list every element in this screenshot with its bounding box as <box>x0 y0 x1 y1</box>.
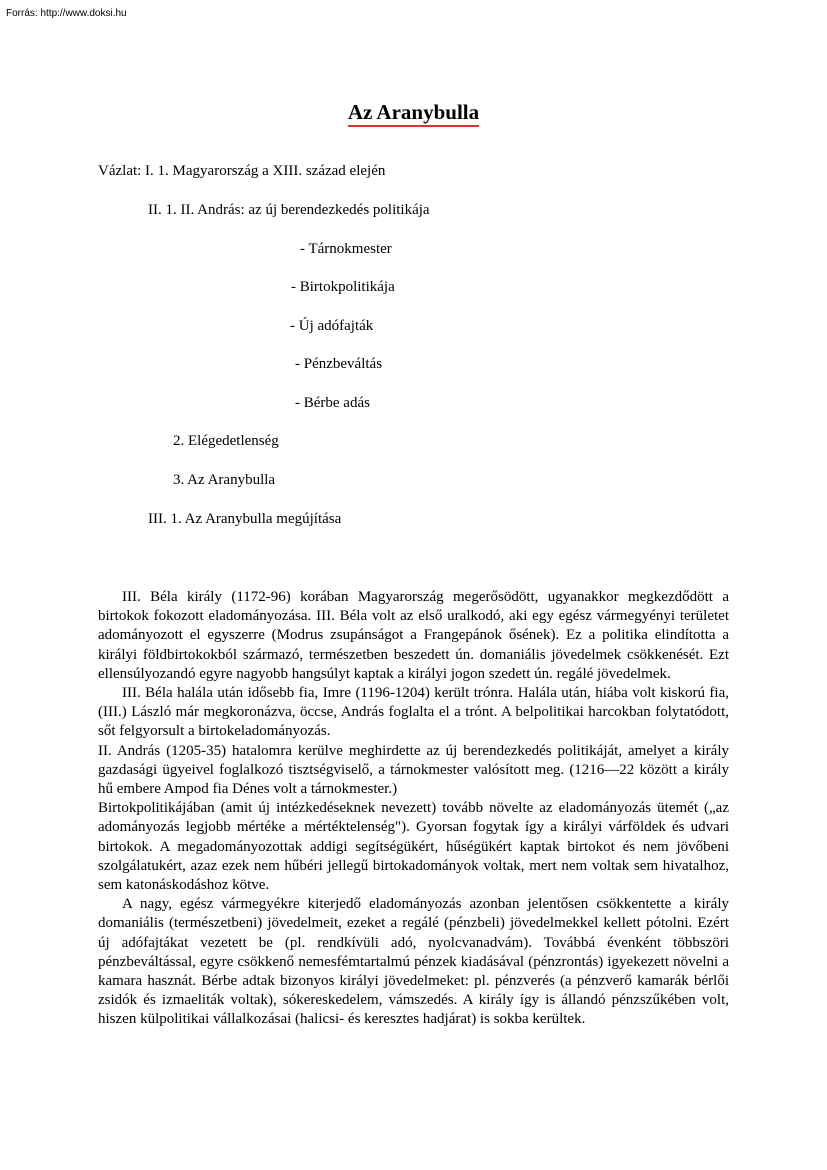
outline-item: 2. Elégedetlenség <box>173 433 279 449</box>
paragraph: II. András (1205-35) hatalomra kerülve meghirdette az új berendezkedés politikáját, amelyet a király gazdasági ügyeivel foglalkozó tisztségviselő, a tárnokmester valósított meg. (1216—22 között a király hű embere Ampod fia Dénes volt a tárnokmester.) <box>98 742 729 798</box>
outline-item: II. 1. II. András: az új berendezkedés politikája <box>148 202 430 218</box>
outline-item: - Új adófajták <box>290 318 374 334</box>
outline-item: - Pénzbeváltás <box>295 356 383 372</box>
page-title <box>0 100 827 125</box>
source-label: Forrás: http://www.doksi.hu <box>6 8 127 19</box>
outline-item: Vázlat: I. 1. Magyarország a XIII. század elején <box>98 163 386 179</box>
outline-item: 3. Az Aranybulla <box>173 472 276 488</box>
outline-item: III. 1. Az Aranybulla megújítása <box>148 511 342 527</box>
paragraph: III. Béla halála után idősebb fia, Imre (1196-1204) került trónra. Halála után, hiába volt kiskorú fia, (III.) László már megkoronázva, öccse, András foglalta el a trónt. A belpolitikai harcokban folytatódott, sőt felgyorsult a birtokeladományozás. <box>98 685 729 740</box>
outline-item: - Birtokpolitikája <box>291 279 395 295</box>
outline-item: - Tárnokmester <box>300 241 392 257</box>
paragraph: III. Béla király (1172-96) korában Magyarország megerősödött, ugyanakkor megkezdődött a birtokok fokozott eladományozása. III. Béla volt az első uralkodó, aki egy egész vármegyényi területet adományozott el egyszerre (Modrus zsupánságot a Frangepánok ősének). Ez a politika elindította a királyi földbirtokokból származó, természetben beszedett ún. domaniális jövedelmek csökkenését. Ezt ellensúlyozandó egyre nagyobb hangsúlyt kaptak a királyi jogon szedett ún. regálé jövedelmek. <box>98 589 729 682</box>
body-text <box>98 588 729 1030</box>
page-title-text: Az Aranybulla <box>348 100 479 127</box>
outline-item: - Bérbe adás <box>295 395 370 411</box>
paragraph: A nagy, egész vármegyékre kiterjedő eladományozás azonban jelentősen csökkentette a király domaniális (természetbeni) jövedelmeit, ezeket a regálé (pénzbeli) jövedelmekkel kellett pótolni. Ezért új adófajtákat vezetett be (pl. rendkívüli adó, nyolcvanadvám). Továbbá évenként többszöri pénzbeváltással, egyre csökkenő nemesfémtartalmú pénzek kiadásával (pénzrontás) igyekezett növelni a kamara hasznát. Bérbe adtak bizonyos királyi jövedelmeket: pl. pénzverés (a pénzverő kamarák bérlői zsidók és izmaeliták voltak), sókereskedelem, vámszedés. A király így is állandó pénzszűkében volt, hiszen külpolitikai vállalkozásai (halicsi- és keresztes hadjárat) is sokba kerültek. <box>98 896 729 1028</box>
paragraph: Birtokpolitikájában (amit új intézkedéseknek nevezett) tovább növelte az eladományozás ütemét („az adományozás legjobb mértéke a mértéktelenség"). Gyorsan fogytak így a királyi várföldek és udvari birtokok. A megadományozottak addigi segítségükért, hűségükért kaptak birtokot és nem jövőbeni szolgálatukért, azaz ezek nem hűbéri jellegű birtokadományok voltak, mert nem voltak sem hivatalhoz, sem katonáskodáshoz kötve. <box>98 800 729 894</box>
